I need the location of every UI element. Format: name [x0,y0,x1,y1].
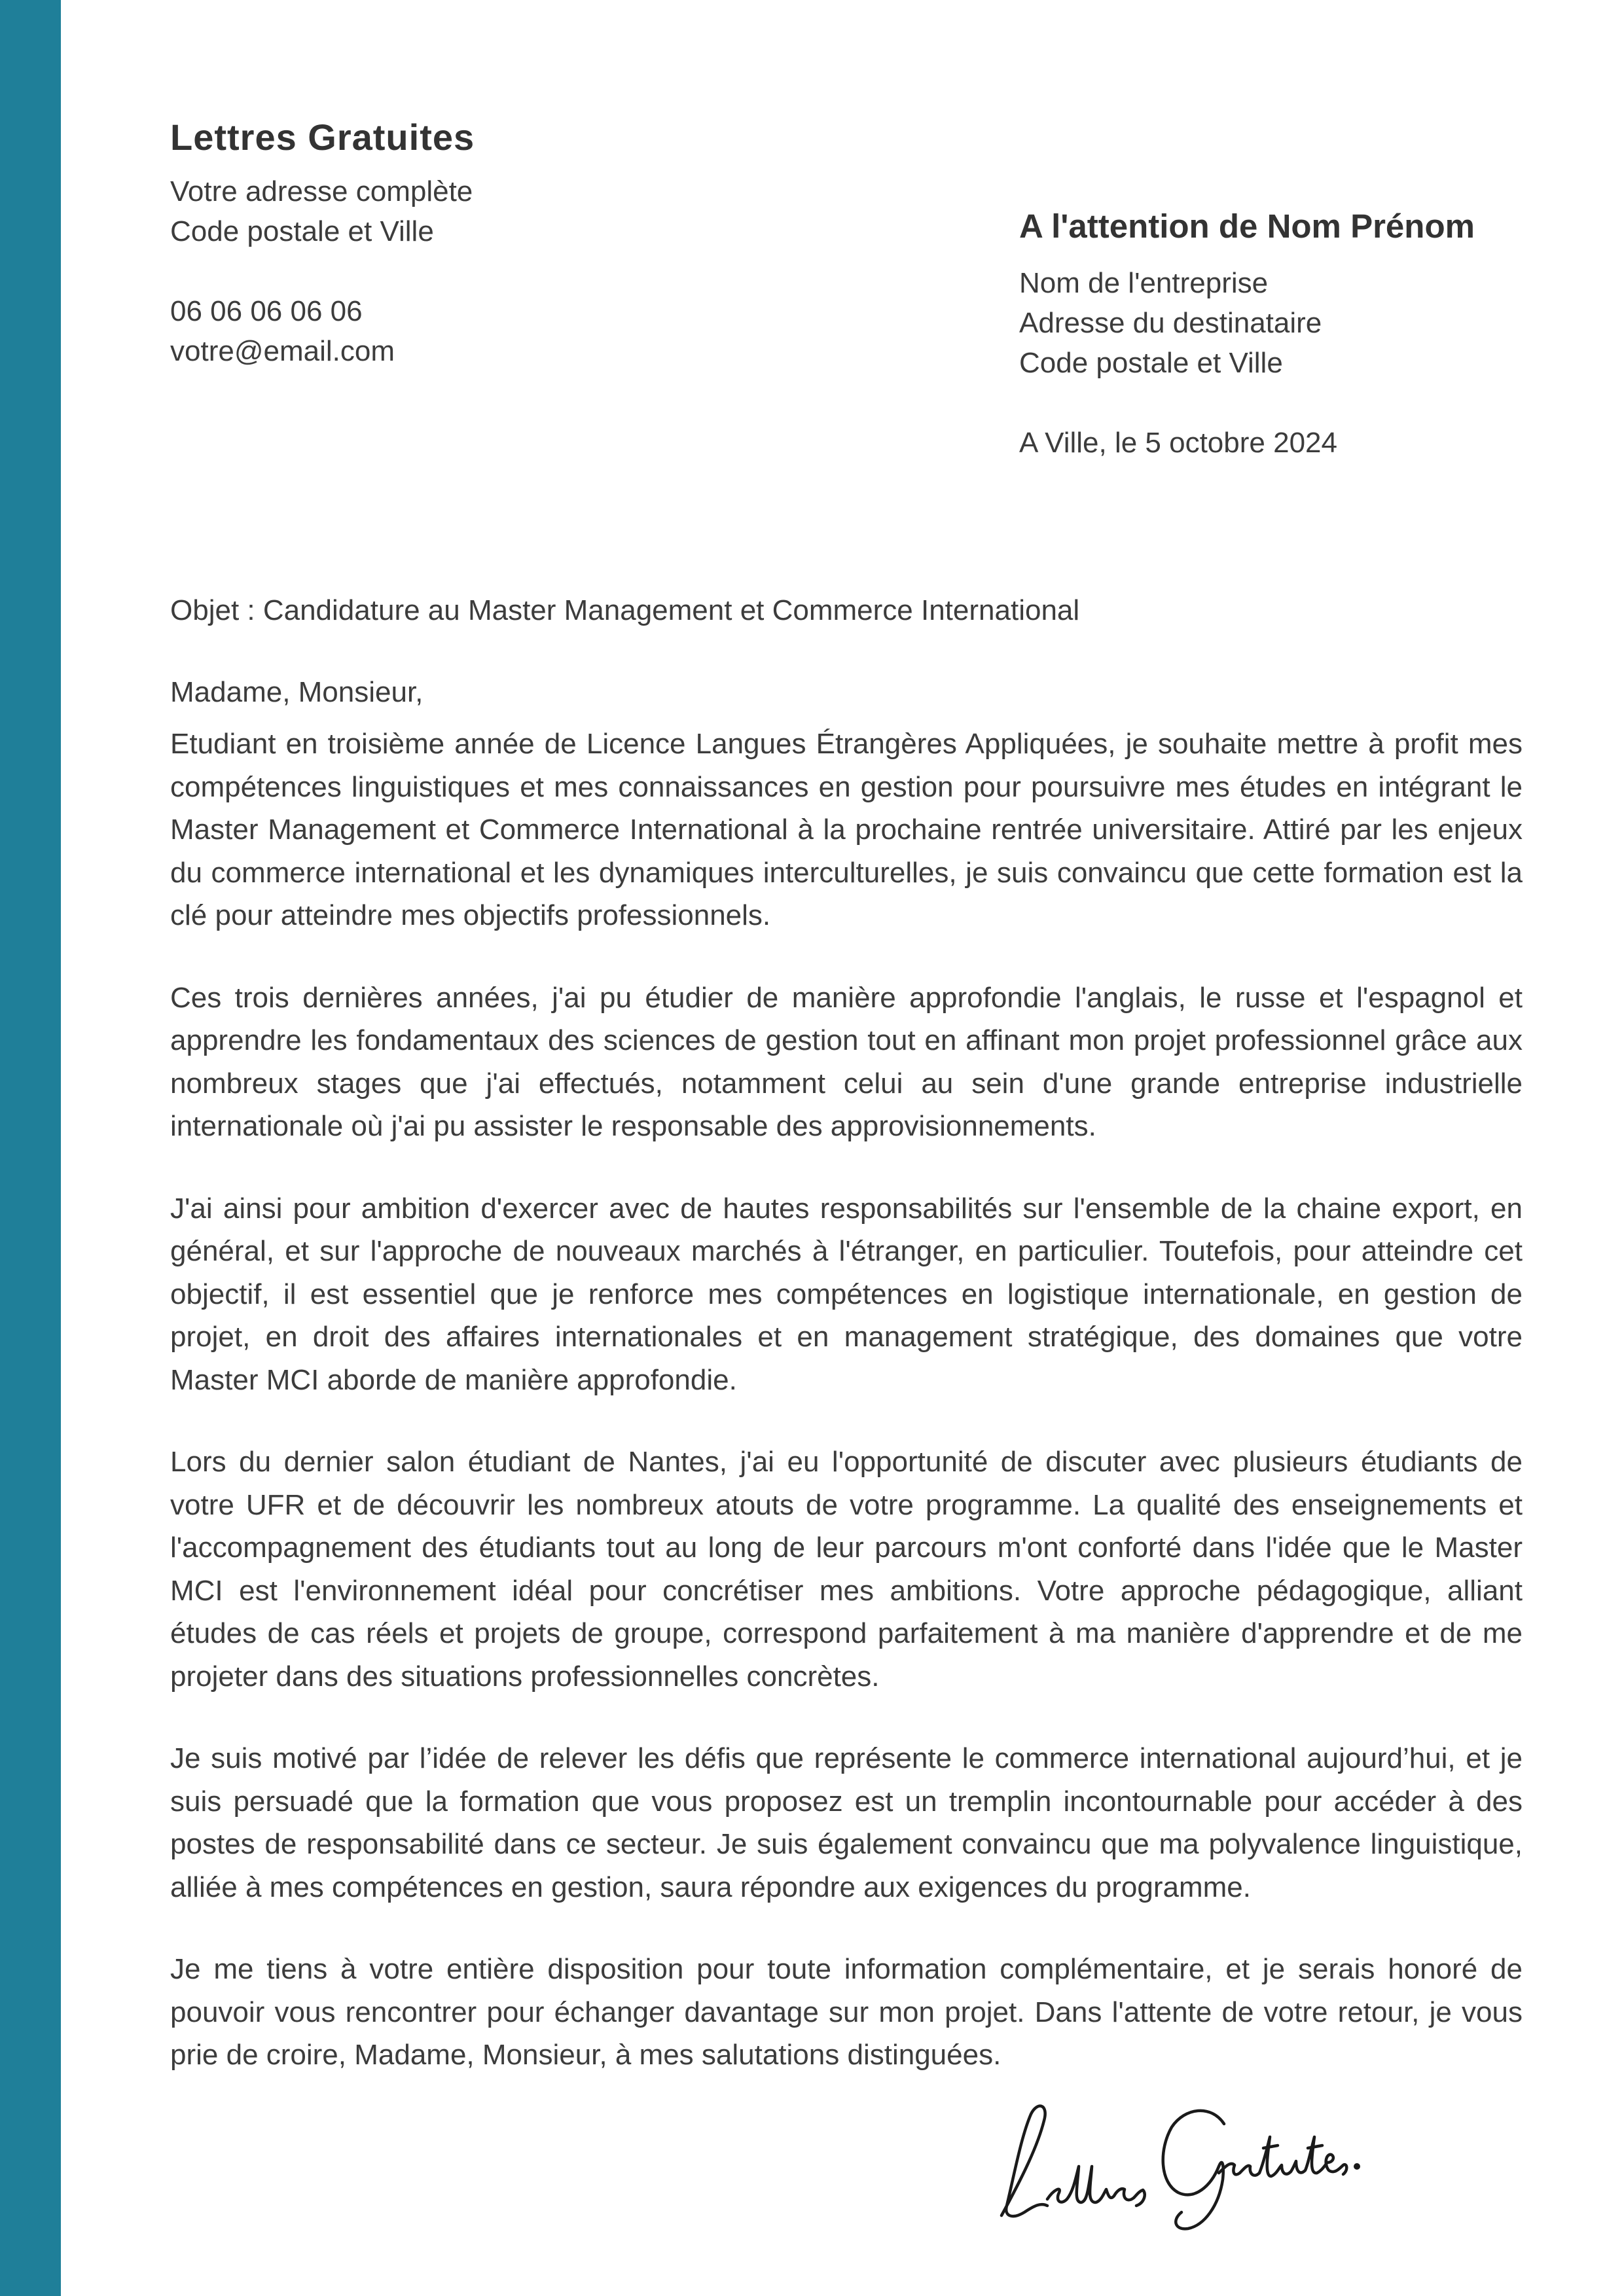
recipient-address: Adresse du destinataire [1019,307,1322,339]
letter-date: A Ville, le 5 octobre 2024 [1019,427,1337,459]
sender-block [170,111,825,371]
letter-body [170,723,1523,2116]
sender-address: Votre adresse complète [170,175,473,207]
accent-side-bar [0,0,61,2296]
letter-paragraph: J'ai ainsi pour ambition d'exercer avec de hautes responsabilités sur l'ensemble de la chaine export, en général, et sur l'approche de nouveaux marchés à l'étranger, en particulier. Toutefois, pour atteindre cet objectif, il est essentiel que je renforce mes compétences en logistique internationale, en gestion de projet, en droit des affaires internationales et en management stratégique, des domaines que votre Master MCI aborde de manière approfondie. [170,1192,1523,1396]
letter-object: Objet : Candidature au Master Management et Commerce International [170,594,1080,626]
sender-phone: 06 06 06 06 06 [170,295,363,327]
letter-paragraph: Ces trois dernières années, j'ai pu étudier de manière approfondie l'anglais, le russe et l'espagnol et apprendre les fondamentaux des sciences de gestion tout en affinant mon projet professionnel grâce aux nombreux stages que j'ai effectués, notamment celui au sein d'une grande entreprise industrielle internationale où j'ai pu assister le responsable des approvisionnements. [170,981,1523,1142]
letter-paragraph: Etudiant en troisième année de Licence Langues Étrangères Appliquées, je souhaite mettre à profit mes compétences linguistiques et mes connaissances en gestion pour poursuivre mes études en intégrant le Master Management et Commerce International à la prochaine rentrée universitaire. Attiré par les enjeux du commerce international et les dynamiques interculturelles, je suis convaincu que cette formation est la clé pour atteindre mes objectifs professionnels. [170,728,1523,931]
recipient-attention: A l'attention de Nom Prénom [1019,207,1475,245]
recipient-company: Nom de l'entreprise [1019,267,1269,299]
sender-name: Lettres Gratuites [170,117,475,158]
recipient-city: Code postale et Ville [1019,347,1283,379]
sender-city: Code postale et Ville [170,215,434,247]
letter-paragraph: Je suis motivé par l’idée de relever les défis que représente le commerce international aujourd’hui, et je suis persuadé que la formation que vous proposez est un tremplin incontournable pour accéder à des postes de responsabilité dans ce secteur. Je suis également convaincu que ma polyvalence linguistique, alliée à mes compétences en gestion, saura répondre aux exigences du programme. [170,1742,1523,1903]
letter-paragraph: Je me tiens à votre entière disposition pour toute information complémentaire, et je serais honoré de pouvoir vous rencontrer pour échanger davantage sur mon projet. Dans l'attente de votre retour, je vous prie de croire, Madame, Monsieur, à mes salutations distinguées. [170,1953,1523,2071]
handwritten-signature [975,2075,1368,2238]
letter-paragraph: Lors du dernier salon étudiant de Nantes, j'ai eu l'opportunité de discuter avec plusieurs étudiants de votre UFR et de découvrir les nombreux atouts de votre programme. La qualité des enseignements et l'accompagnement des étudiants tout au long de leur parcours m'ont conforté dans l'idée que le Master MCI est l'environnement idéal pour concrétiser mes ambitions. Votre approche pédagogique, alliant études de cas réels et projets de groupe, correspond parfaitement à ma manière d'apprendre et de me projeter dans des situations professionnelles concrètes. [170,1446,1523,1693]
letter-greeting: Madame, Monsieur, [170,676,424,708]
sender-email: votre@email.com [170,335,395,367]
recipient-block [1019,202,1595,463]
